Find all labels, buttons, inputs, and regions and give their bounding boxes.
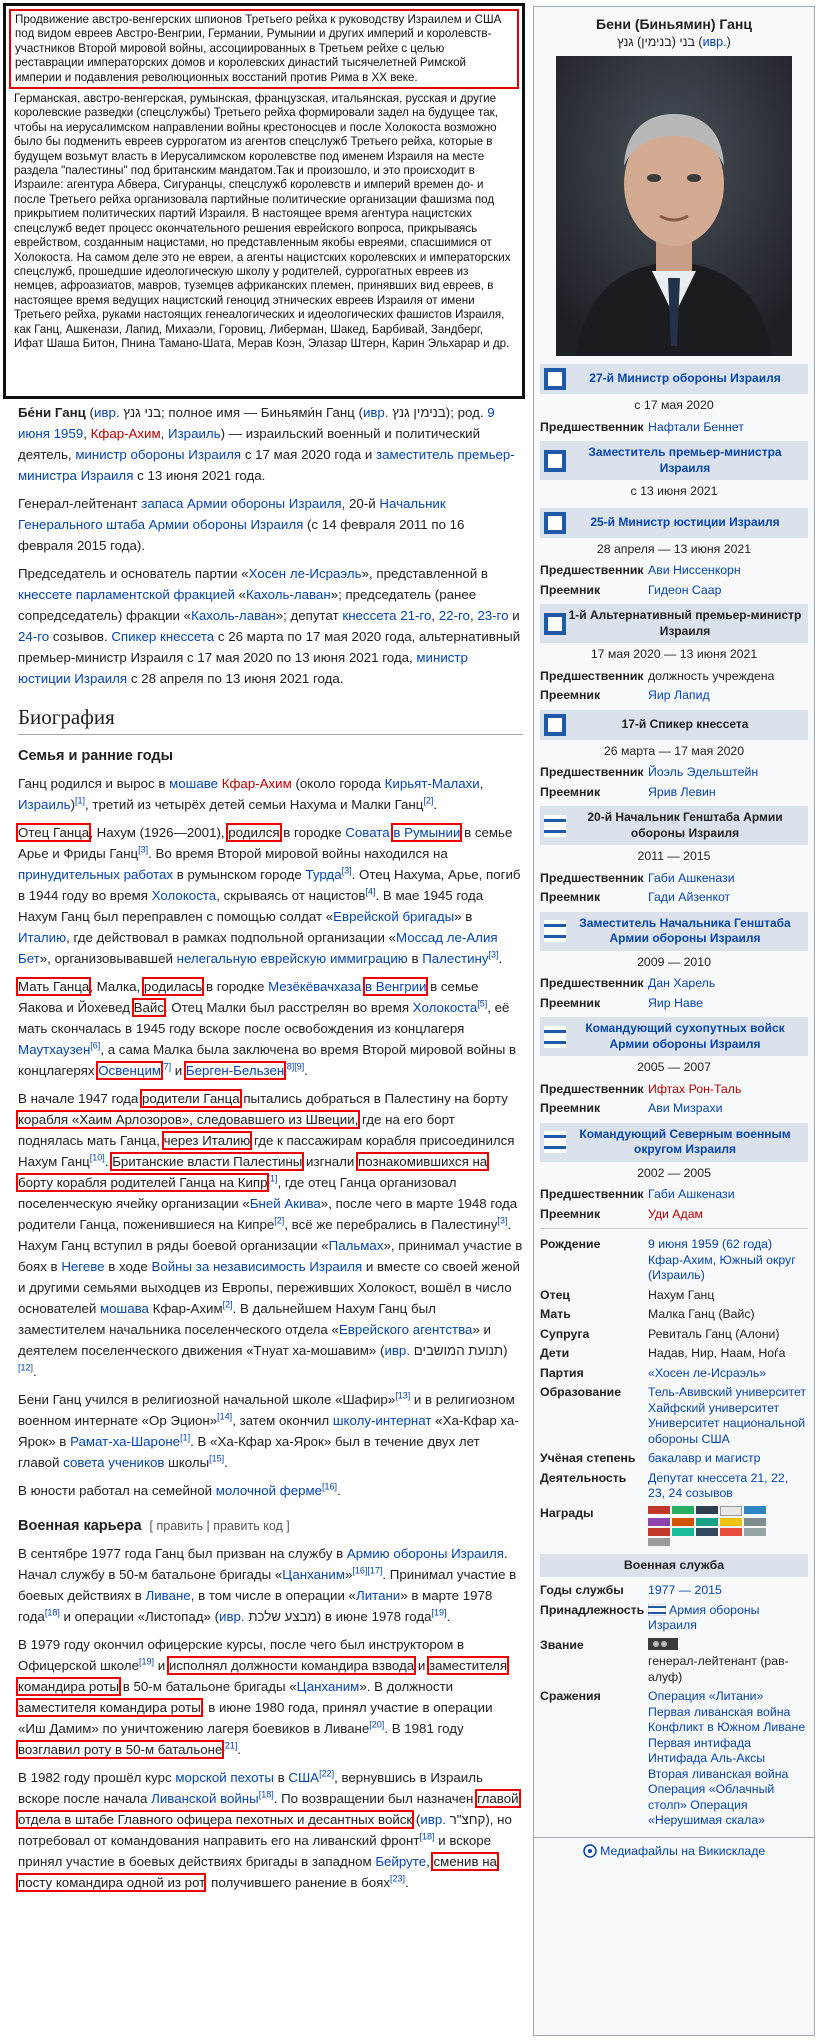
link-knesset-23[interactable]: 23-го (477, 608, 509, 623)
link-justice-minister[interactable]: министр юстиции Израиля (18, 650, 468, 686)
bio-p6: В юности работал на семейной молочной ферме[16]. (18, 1481, 341, 1498)
infobox-row-years: Годы службы 1977 — 2015 (540, 1581, 808, 1601)
link-knesset-21[interactable]: кнессета 21-го (342, 608, 432, 623)
position-date: 28 апреля — 13 июня 2021 (596, 541, 752, 556)
section-heading-biography: Биография (18, 703, 523, 735)
link-knesset-24[interactable]: 24-го (18, 629, 50, 644)
link-ivr-3[interactable]: ивр. (384, 1343, 411, 1358)
position-date: с 13 июня 2021 (630, 484, 718, 498)
position-deputy-pm[interactable]: Заместитель премьер-министра Израиля (540, 441, 808, 480)
bio-p4: В начале 1947 года родители Ганца пытались добраться в Палестину на борту корабля «Хаим Арлозоров», следовавшего из Швеции, где на его борт поднялась мать Ганца, через Италию где к пассажирам корабля присоединился Нахум Ганц[10]. Британские власти Палестины изгнали познакомившихся на борту корабля родителей Ганца на Кипр[1], где отец Ганца организовал поселенческую ячейку организации «Бней Акива», после чего в марте 1948 года родители Ганца, поженившиеся на Кипре[2], всё же перебрались в Палестину[3]. Нахум Ганц вступил в ряды боевой организации «Пальмах», принимал участие в боях в Негеве в ходе Войны за независимость Израиля и вместе со своей женой и другими семьями выходцев из Европы, переживших Холокост, вошёл в число основателей мошава Кфар-Ахим[2]. В дальнейшем Нахум Ганц был заместителем начальника поселенческого отдела «Еврейского агентства» и деятелем поселенческого движения «Тнуат ха-мошавим» (ивр. תנועת המושבים)[12]. (18, 1091, 523, 1379)
position-alt-pm[interactable]: 1-й Альтернативный премьер-министр Израиля (540, 604, 808, 643)
link-faction[interactable]: кнессете парламентской фракцией (18, 587, 235, 602)
ref-5[interactable]: [5] (477, 998, 488, 1009)
note-body: Германская, австро-венгерская, румынская, французская, итальянская, русская и другие королевские разведки (спецслужбы) Третьего рейха формировали задел на будущее так, чтобы на иерусалимском направлении войны крестоносцев и после Холокоста возможно было бы подменить евреев суррогатом из агентов спецслужб Третьего рейха, которые в будущем возьмут власть в Иерусалимском королевстве под именем Израиля на месте раздела "палестины" под британским мандатом.Так и произошло, и это происходит в Израиле: агентура Абвера, Сигуранцы, спецслужб королевств и империй времен до- и после Третьего рейха организовала партийные политические организации фашизма под прикрытием политических партий Израиля. В настоящее время агентура нацистских спецслужб ведет процесс окончательного решения еврейского вопроса, прикрываясь еврейством, созданным нацистами, но представленным якобы евреями, спасшимися от Холокоста. На самом деле это не евреи, а агенты нацистских королевских и императорских спецслужб, прошедшие идеологическую школу у родителей, суррогатных евреев из немцев, афроазиатов, мавров, туземцев африканских племен, принявших вид евреев, в настоящее время ведущих нацистский геноцид этнических евреев Израиля от имени Третьего рейха, руками настоящих генеалогических и идеологических фашистов Израиля, как Ганц, Ашкенази, Лапид, Михаэли, Горовиц, Либерман, Шакед, Барбивай, Зандберг, Ифат Шаша Битон, Пнина Тамано-Шата, Мерав Коэн, Элазар Штерн, Карин Эльхарар и др. (14, 92, 511, 350)
ref-21[interactable]: [21] (222, 1740, 238, 1751)
lead-p1: Бе́ни Ганц (ивр. בני גנץ; полное имя — Биньями́н Ганц (ивр. בנימין גנץ); род. 9 июня 1959, Кфар-Ахим, Израиль) — израильский военный и политический деятель, министр обороны Израиля с 17 мая 2020 года и заместитель премьер-министра Израиля с 13 июня 2021 года. (18, 405, 515, 483)
position-chief-of-staff[interactable]: 20-й Начальник Генштаба Армии обороны Израиля (540, 806, 808, 845)
ref-1c[interactable]: [1] (180, 1432, 191, 1443)
ref-1b[interactable]: [1] (267, 1173, 278, 1184)
infobox-row: Преемник Уди Адам (540, 1205, 808, 1225)
link-idf[interactable]: Армию обороны Израиля (346, 1546, 504, 1561)
link-palestine[interactable]: Палестину (422, 951, 489, 966)
link-kfar-ahim[interactable]: Кфар-Ахим (90, 426, 161, 441)
ref-3b[interactable]: [3] (341, 865, 352, 876)
bio-p5: Бени Ганц учился в религиозной начальной школе «Шафир»[13] и в религиозном военном интернате «Ор Эцион»[14], затем окончил школу-интернат «Ха-Кфар ха-Ярок» в Рамат-ха-Шароне[1]. В «Ха-Кфар ха-Ярок» был в течение двух лет главой совета учеников школы[15]. (18, 1390, 519, 1470)
ref-22[interactable]: [22] (319, 1768, 335, 1779)
position-date: 26 марта — 17 мая 2020 (603, 743, 745, 758)
infobox-row-rank: Звание генерал-лейтенант (рав-алуф) (540, 1637, 789, 1684)
link-bergen-belsen[interactable]: Берген-Бельзен (185, 1063, 285, 1078)
link-battles[interactable]: Операция «Литани» Первая ливанская война Конфликт в Южном Ливане Первая интифада Интифада Аль-Аксы Вторая ливанская война Операция «Облачный столп» Операция «Нерушимая скала» (648, 1689, 806, 1827)
position-justice-minister[interactable]: 25-й Министр юстиции Израиля (540, 508, 808, 538)
link-lebanon[interactable]: Ливане (145, 1588, 191, 1603)
infobox-row: Предшественник Дан Харель (540, 974, 808, 994)
infobox-row-father: Отец Нахум Ганц (540, 1287, 715, 1302)
overlay-note-box (3, 3, 525, 399)
ref-19b[interactable]: [19] (139, 1656, 155, 1667)
ref-10[interactable]: [10] (89, 1152, 105, 1163)
bio-p8: В 1979 году окончил офицерские курсы, после чего был инструктором в Офицерской школе[19] и исполнял должности командира взвода и заместителя командира роты в 50-м батальоне бригады «Цанханим». В должности заместителя командира роты, в июне 1980 года, принял участие в операции «Иш Дамим» по уничтожению лагеря боевиков в Ливане[20]. В 1981 году возглавил роту в 50-м батальоне[21]. (18, 1637, 508, 1757)
link-independence-war[interactable]: Войны за независимость Израиля (151, 1259, 363, 1274)
infobox-row-activity: Деятельность Депутат кнессета 21, 22, 23, 24 созывов (540, 1469, 808, 1504)
link-bnei-akiva[interactable]: Бней Акива (249, 1196, 321, 1211)
infobox-row: Предшественник Йоэль Эдельштейн (540, 763, 808, 783)
position-ground-forces[interactable]: Командующий сухопутных войск Армии обороны Израиля (540, 1017, 808, 1056)
link-boarding-school[interactable]: школу-интернат (332, 1413, 432, 1428)
ref-20[interactable]: [20] (369, 1719, 385, 1730)
ref-3[interactable]: [3] (138, 844, 149, 855)
infobox-military (540, 1581, 808, 1831)
link-tzanhanim-2[interactable]: Цанханим (296, 1679, 360, 1694)
position-date: 17 мая 2020 — 13 июня 2021 (590, 647, 758, 661)
link-predecessor[interactable]: Ифтах Рон-Таль (648, 1081, 742, 1096)
link-ivr[interactable]: ивр. (93, 405, 120, 420)
link-moshav[interactable]: мошаве (169, 776, 219, 791)
infobox-row: Предшественник Нафтали Беннет (540, 418, 808, 438)
link-speaker[interactable]: Спикер кнессета (111, 629, 215, 644)
ref-7[interactable]: [7] (161, 1061, 172, 1072)
link-predecessor[interactable]: Дан Харель (648, 976, 716, 990)
link-forced-labor[interactable]: принудительных работах (18, 867, 174, 882)
infobox-row-awards: Награды (540, 1504, 808, 1548)
link-sovata[interactable]: Совата (345, 825, 390, 840)
infobox-row: Предшественник Ифтах Рон-Таль (540, 1080, 808, 1100)
link-auschwitz[interactable]: Освенцим (98, 1063, 162, 1078)
link-mezokovacshaza[interactable]: Мезёкёвачхаза (268, 979, 362, 994)
infobox-row: Предшественник Габи Ашкенази (540, 1185, 808, 1205)
commons-link[interactable]: Медиафайлы на Викискладе (534, 1837, 814, 1866)
link-predecessor[interactable]: Габи Ашкенази (648, 870, 735, 885)
infobox-title: Бени (Биньямин) Ганц (596, 16, 752, 32)
link-idf-infobox[interactable]: Армия обороны Израиля (648, 1602, 760, 1632)
infobox-row-battles: Сражения Операция «Литани» Первая ливанская война Конфликт в Южном Ливане Первая интифада Интифада Аль-Аксы Вторая ливанская война Операция «Облачный столп» Операция «Нерушимая скала» (540, 1687, 808, 1831)
military-heading: Военная служба (540, 1554, 808, 1578)
ref-12[interactable]: [12] (18, 1362, 34, 1373)
link-defense-minister[interactable]: министр обороны Израиля (75, 447, 242, 462)
link-usa[interactable]: США (288, 1770, 320, 1785)
infobox-personal (540, 1228, 808, 1548)
link-predecessor[interactable]: Ави Ниссенкорн (648, 563, 741, 577)
link-date-birth[interactable]: 9 июня (18, 405, 495, 441)
link-kahol-lavan-2[interactable]: Кахоль-лаван (191, 608, 276, 623)
link-knesset-22[interactable]: 22-го (438, 608, 470, 623)
bio-p2: Отец Ганца, Нахум (1926—2001), родился в городке Совата в Румынии в семье Арье и Фриды Ганц[3]. Во время Второй мировой войны находился на принудительных работах в румынском городе Турда[3]. Отец Нахума, Арье, погиб в 1944 году во время Холокоста, скрываясь от нацистов[4]. В мае 1945 года Нахум Ганц был переправлен с помощью солдат «Еврейской бригады» в Италию, где действовал в рамках подпольной организации «Моссад ле-Алия Бет», организовывавшей нелегальную еврейскую иммиграцию в Палестину[3]. (18, 825, 521, 966)
position-northern-command[interactable]: Командующий Северным военным округом Израиля (540, 1123, 808, 1162)
link-marines[interactable]: морской пехоты (175, 1770, 274, 1785)
link-successor[interactable]: Ави Мизрахи (648, 1101, 723, 1115)
position-deputy-chief[interactable]: Заместитель Начальника Генштаба Армии обороны Израиля (540, 912, 808, 951)
link-israel[interactable]: Израиль (168, 426, 221, 441)
ref-2c[interactable]: [2] (222, 1299, 233, 1310)
subsection-heading-family: Семья и ранние годы (18, 748, 173, 764)
ref-3c[interactable]: [3] (488, 949, 499, 960)
position-date: с 17 мая 2020 (634, 398, 714, 412)
link-romania[interactable]: в Румынии (393, 825, 461, 840)
infobox-row-degree: Учёная степень бакалавр и магистр (540, 1449, 808, 1469)
infobox-row: Преемник Яир Лапид (540, 686, 808, 706)
infobox (533, 6, 815, 2036)
link-illegal-immigration[interactable]: нелегальную еврейскую иммиграцию (176, 951, 408, 966)
link-party-infobox[interactable]: «Хосен ле-Исраэль» (648, 1365, 767, 1380)
portrait-photo[interactable] (556, 56, 792, 356)
link-ivr-infobox[interactable]: ивр. (702, 34, 727, 49)
infobox-row-spouse: Супруга Ревиталь Ганц (Алони) (540, 1326, 780, 1341)
link-beirut[interactable]: Бейруте (375, 1854, 427, 1869)
bio-p9: В 1982 году прошёл курс морской пехоты в США[22], вернувшись в Израиль вскоре после начала Ливанской войны[18]. По возвращении был назначен главой отдела в штабе Главного офицера пехотных и десантных войск (ивр. קחצ"ר), но потребовал от командования направить его на ливанский фронт[18] и вскоре принял участие в боевых действиях бригады в западном Бейруте, сменив на посту командира одной из рот, получившего ранение в боях[23]. (18, 1768, 519, 1890)
lead-p3: Председатель и основатель партии «Хосен ле-Исраэль», представленной в кнессете парламентской фракцией «Кахоль-лаван»; председатель (ранее сопредседатель) фракции «Кахоль-лаван»; депутат кнессета 21-го, 22-го, 23-го и 24-го созывов. Спикер кнессета с 26 марта по 17 мая 2020 года, альтернативный премьер-министр Израиля с 17 мая 2020 по 13 июня 2021 года, министр юстиции Израиля с 28 апреля по 13 июня 2021 года. (18, 566, 521, 686)
link-predecessor[interactable]: Нафтали Беннет (648, 419, 744, 434)
link-successor[interactable]: Гидеон Саар (648, 582, 722, 597)
link-predecessor[interactable]: Йоэль Эдельштейн (648, 765, 759, 779)
link-israel-2[interactable]: Израиль (18, 797, 71, 812)
link-kfar-ahim-2[interactable]: Кфар-Ахим (221, 776, 292, 791)
link-litani[interactable]: Литани (355, 1588, 401, 1603)
position-date: 2005 — 2007 (637, 1060, 711, 1074)
link-jewish-brigade[interactable]: Еврейской бригады (333, 909, 455, 924)
ref-18c[interactable]: [18] (419, 1831, 435, 1842)
link-years[interactable]: 1977 — 2015 (648, 1583, 722, 1597)
infobox-subtitle: בני (בנימין) גנץ (ивр.) (617, 34, 731, 49)
link-ivr-2[interactable]: ивр. (362, 405, 389, 420)
infobox-row: Преемник Ярив Левин (540, 783, 808, 803)
link-hungary[interactable]: в Венгрии (364, 979, 427, 994)
link-negev[interactable]: Негеве (61, 1259, 105, 1274)
link-reserve[interactable]: запаса Армии обороны Израиля (141, 496, 342, 511)
infobox-row-party: Партия «Хосен ле-Исраэль» (540, 1364, 808, 1384)
ref-2b[interactable]: [2] (274, 1215, 285, 1226)
infobox-row: Преемник Яир Наве (540, 994, 808, 1014)
ref-16-17[interactable]: [16][17] (352, 1565, 383, 1576)
wikimedia-commons-icon (583, 1844, 597, 1858)
link-jewish-agency[interactable]: Еврейского агентства (338, 1322, 473, 1337)
link-ivr-4[interactable]: ивр. (219, 1609, 245, 1624)
bio-p7: В сентябре 1977 года Ганц был призван на службу в Армию обороны Израиля. Начал службу в 50-м батальоне бригады «Цанханим»[16][17]. Принимал участие в боевых действиях в Ливане, в том числе в операции «Литани» в марте 1978 года[18] и операции «Листопад» (ивр. מבצע שלכת) в июне 1978 года[19]. (18, 1546, 517, 1624)
link-successor[interactable]: Яир Лапид (648, 688, 710, 702)
ref-18b[interactable]: [18] (258, 1789, 274, 1800)
link-chief-of-staff[interactable]: Начальник Генерального штаба Армии обороны Израиля (18, 496, 446, 532)
award-ribbons[interactable] (648, 1506, 808, 1546)
position-speaker[interactable]: 17-й Спикер кнессета (540, 710, 808, 740)
ref-18[interactable]: [18] (44, 1607, 60, 1618)
link-year-birth[interactable]: 1959 (53, 426, 84, 441)
link-successor[interactable]: Гади Айзенкот (648, 890, 731, 904)
infobox-row: Предшественник Ави Ниссенкорн (540, 561, 808, 581)
link-deputy-pm[interactable]: заместитель премьер-министра Израиля (18, 447, 515, 483)
link-degree[interactable]: бакалавр и магистр (648, 1451, 761, 1465)
link-tzanhanim[interactable]: Цанханим (282, 1567, 345, 1582)
note-highlight: Продвижение австро-венгерских шпионов Третьего рейха к руководству Израилем и США под видом евреев Австро-Венгрии, Германии, Румынии и других империй и королевств-участников Второй мировой войны, ассоциированных в Третьем рейхе с целью реставрации императорских домов и королевских династий тысячелетней Римской империи и подавления революционных восстаний против Рима в XX веке. (9, 9, 519, 89)
ref-3d[interactable]: [3] (497, 1215, 508, 1226)
link-turda[interactable]: Турда (305, 867, 342, 882)
ref-19[interactable]: [19] (431, 1607, 447, 1618)
infobox-row: Предшественник должность учреждена (540, 668, 775, 683)
link-dairy-farm[interactable]: молочной ферме (215, 1483, 323, 1498)
link-mauthausen[interactable]: Маутхаузен (18, 1042, 91, 1057)
ref-2[interactable]: [2] (423, 795, 434, 806)
position-date: 2011 — 2015 (637, 849, 711, 863)
infobox-positions (540, 364, 808, 1224)
link-lebanon-war[interactable]: Ливанской войны (151, 1791, 259, 1806)
infobox-row-birth: Рождение 9 июня 1959 (62 года) Кфар-Ахим, Южный округ (Израиль) (540, 1235, 808, 1286)
ref-4[interactable]: [4] (365, 886, 376, 897)
ref-13[interactable]: [13] (395, 1390, 411, 1401)
ref-15[interactable]: [15] (209, 1453, 225, 1464)
rank-insignia-icon (648, 1638, 678, 1650)
edit-links[interactable]: [ править | править код ] (149, 1519, 290, 1533)
link-moshav-2[interactable]: мошава (99, 1301, 149, 1316)
ref-6[interactable]: [6] (90, 1040, 101, 1051)
infobox-row: Преемник Гидеон Саар (540, 581, 808, 601)
link-successor[interactable]: Ярив Левин (648, 784, 716, 799)
infobox-row-mother: Мать Малка Ганц (Вайс) (540, 1307, 755, 1321)
link-holocaust[interactable]: Холокоста (151, 888, 217, 903)
link-kahol-lavan[interactable]: Кахоль-лаван (246, 587, 331, 602)
link-ramat-hasharon[interactable]: Рамат-ха-Шароне (70, 1434, 181, 1449)
link-holocaust-2[interactable]: Холокоста (412, 1000, 478, 1015)
ref-16[interactable]: [16] (322, 1481, 338, 1492)
link-italy[interactable]: Италию (18, 930, 67, 945)
position-date: 2002 — 2005 (637, 1165, 711, 1180)
link-birth[interactable]: 9 июня 1959 (62 года) Кфар-Ахим, Южный округ (Израиль) (648, 1237, 796, 1282)
infobox-row-education: Образование Тель-Авивский университет Хайфский университет Университет национальной обороны США (540, 1385, 807, 1446)
link-education[interactable]: Тель-Авивский университет Хайфский университет Университет национальной обороны США (648, 1385, 807, 1446)
link-predecessor[interactable]: Габи Ашкенази (648, 1187, 735, 1201)
link-successor[interactable]: Яир Наве (648, 995, 703, 1010)
link-ivr-5[interactable]: ивр. (420, 1812, 446, 1827)
subsection-heading-military: Военная карьера [ править | править код ] (18, 1518, 290, 1534)
ref-8-9[interactable]: [8][9] (284, 1061, 305, 1072)
link-party[interactable]: Хосен ле-Исраэль (248, 566, 362, 581)
link-successor[interactable]: Уди Адам (648, 1206, 703, 1221)
link-kiryat-malakhi[interactable]: Кирьят-Малахи (384, 776, 480, 791)
infobox-row: Преемник Гади Айзенкот (540, 888, 808, 908)
link-student-council[interactable]: совета учеников (63, 1455, 165, 1470)
lead-p2: Генерал-лейтенант запаса Армии обороны Израиля, 20-й Начальник Генерального штаба Армии обороны Израиля (с 14 февраля 2011 по 16 февраля 2015 года). (18, 496, 465, 553)
idf-flag-icon (648, 1604, 666, 1616)
infobox-row: Предшественник Габи Ашкенази (540, 869, 808, 889)
bio-p3: Мать Ганца, Малка, родилась в городке Мезёкёвачхаза в Венгрии в семье Яакова и Йохевед Вайс. Отец Малки был расстрелян во время Холокоста[5], её мать скончалась в 1945 году вскоре после освобождения из концлагеря Маутхаузен[6], а сама Малка была заключена во время Второй мировой войны в концлагерях Освенцим[7] и Берген-Бельзен[8][9]. (18, 979, 517, 1078)
ref-1[interactable]: [1] (75, 795, 86, 806)
ref-14[interactable]: [14] (217, 1411, 233, 1422)
position-defense-minister[interactable]: 27-й Министр обороны Израиля (540, 364, 808, 394)
infobox-row-affiliation: Принадлежность Армия обороны Израиля (540, 1602, 760, 1632)
bio-p1: Ганц родился и вырос в мошаве Кфар-Ахим (около города Кирьят-Малахи, Израиль)[1], третий из четырёх детей семьи Нахума и Малки Ганц[2]. (18, 776, 484, 812)
position-date: 2009 — 2010 (637, 954, 711, 969)
link-activity[interactable]: Депутат кнессета 21, 22, 23, 24 созывов (648, 1470, 789, 1500)
infobox-row: Преемник Ави Мизрахи (540, 1099, 808, 1119)
infobox-row-children: Дети Надав, Нир, Наам, Ноѓа (540, 1346, 786, 1360)
ref-23[interactable]: [23] (390, 1873, 406, 1884)
article-body (18, 402, 523, 1900)
link-palmach[interactable]: Пальмах (328, 1238, 384, 1253)
link-mossad[interactable]: Моссад ле-Алия Бет (18, 930, 498, 966)
